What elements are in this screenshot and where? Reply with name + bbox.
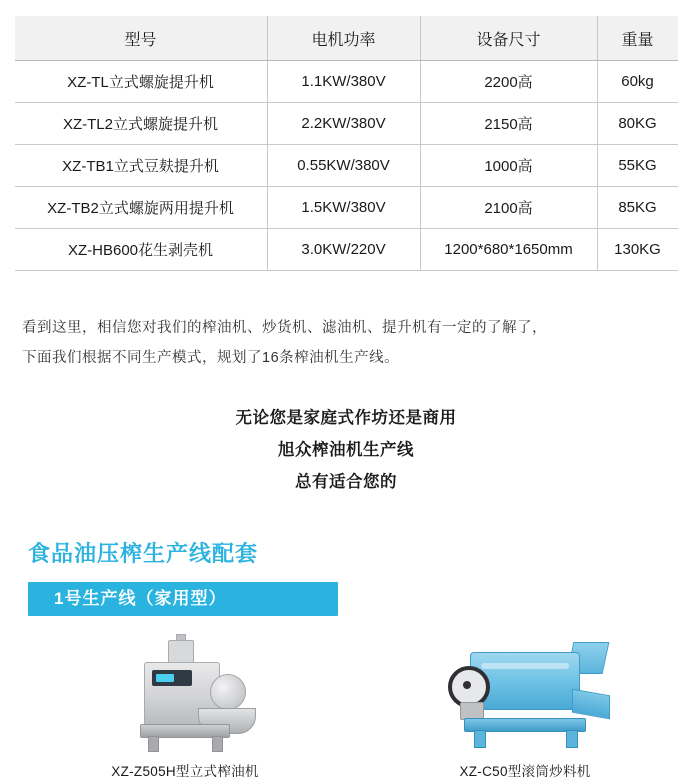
cell-power: 3.0KW/220V xyxy=(267,229,420,271)
cell-power: 0.55KW/380V xyxy=(267,145,420,187)
roaster-outlet xyxy=(572,689,610,720)
press-control-panel xyxy=(152,670,192,686)
table-body xyxy=(15,61,678,271)
table-row xyxy=(15,145,678,187)
slogan-line-2: 旭众榨油机生产线 xyxy=(278,441,414,459)
table-row xyxy=(15,61,678,103)
table-header xyxy=(15,16,678,61)
oil-press-machine-icon xyxy=(110,634,260,752)
specification-table xyxy=(15,16,678,271)
cell-model: XZ-TB2立式螺旋两用提升机 xyxy=(15,187,268,229)
product-image-oil-press xyxy=(70,634,300,752)
slogan-block xyxy=(0,403,692,497)
press-barrel xyxy=(210,674,246,710)
cell-model: XZ-HB600花生剥壳机 xyxy=(15,229,268,271)
slogan-line-1: 无论您是家庭式作坊还是商用 xyxy=(235,409,457,427)
roaster-leg-left xyxy=(474,730,486,748)
cell-size: 1200*680*1650mm xyxy=(420,229,597,271)
slogan-line-3: 总有适合您的 xyxy=(295,473,397,491)
product-item-roaster xyxy=(410,634,640,780)
cell-size: 2200高 xyxy=(420,61,597,103)
cell-model: XZ-TL2立式螺旋提升机 xyxy=(15,103,268,145)
table-row xyxy=(15,229,678,271)
product-image-roaster xyxy=(410,634,640,752)
cell-size: 1000高 xyxy=(420,145,597,187)
press-leg-left xyxy=(148,736,159,752)
table-row xyxy=(15,103,678,145)
cell-weight: 55KG xyxy=(597,145,678,187)
cell-power: 1.5KW/380V xyxy=(267,187,420,229)
intro-paragraph xyxy=(22,313,670,373)
cell-weight: 80KG xyxy=(597,103,678,145)
column-header-size: 设备尺寸 xyxy=(420,16,597,61)
cell-model: XZ-TB1立式豆麸提升机 xyxy=(15,145,268,187)
roaster-leg-right xyxy=(566,730,578,748)
cell-size: 2100高 xyxy=(420,187,597,229)
page-root xyxy=(0,16,692,779)
section-title: 食品油压榨生产线配套 xyxy=(28,541,259,566)
cell-model: XZ-TL立式螺旋提升机 xyxy=(15,61,268,103)
intro-paragraph-line-2: 下面我们根据不同生产模式，规划了16条榨油机生产线。 xyxy=(22,350,400,366)
product-caption-oil-press: XZ-Z505H型立式榨油机 xyxy=(111,764,259,779)
product-list xyxy=(0,634,692,780)
cell-power: 2.2KW/380V xyxy=(267,103,420,145)
product-item-oil-press xyxy=(70,634,300,780)
cell-weight: 85KG xyxy=(597,187,678,229)
cell-size: 2150高 xyxy=(420,103,597,145)
column-header-power: 电机功率 xyxy=(267,16,420,61)
production-line-banner: 1号生产线（家用型） xyxy=(28,582,338,616)
intro-paragraph-line-1: 看到这里，相信您对我们的榨油机、炒货机、滤油机、提升机有一定的了解了， xyxy=(22,320,547,336)
column-header-weight: 重量 xyxy=(597,16,678,61)
cell-weight: 130KG xyxy=(597,229,678,271)
column-header-model: 型号 xyxy=(15,16,268,61)
table-row xyxy=(15,187,678,229)
drum-roaster-machine-icon xyxy=(430,636,620,752)
cell-power: 1.1KW/380V xyxy=(267,61,420,103)
table-header-row xyxy=(15,16,678,61)
press-hopper xyxy=(168,640,194,664)
cell-weight: 60kg xyxy=(597,61,678,103)
press-leg-right xyxy=(212,736,223,752)
product-caption-roaster: XZ-C50型滚筒炒料机 xyxy=(459,764,591,779)
